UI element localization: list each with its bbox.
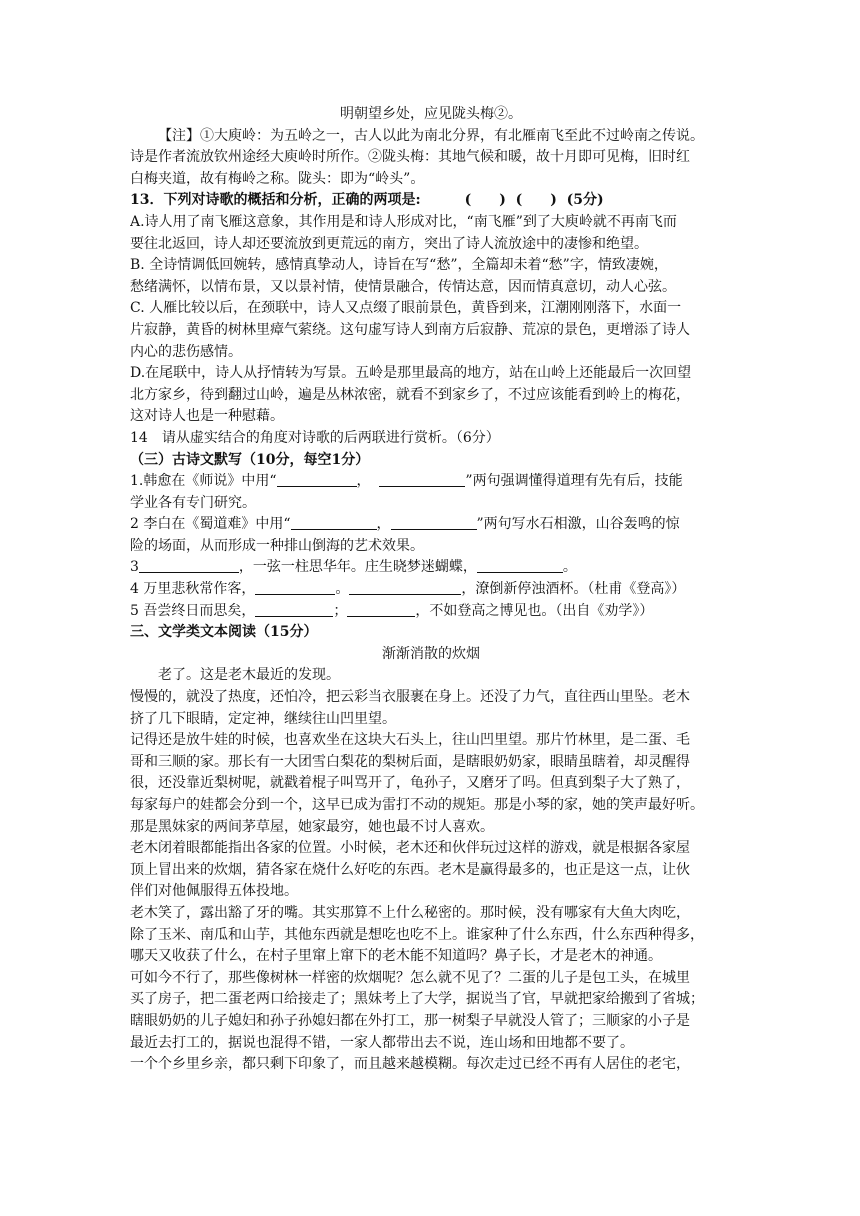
answer-paren-1[interactable]: ( ) [464, 192, 506, 209]
article-line: 哪天又收获了什么，在村子里窜上窜下的老木能不知道吗？鼻子长，才是老木的神通。 [130, 948, 662, 965]
article-title: 渐渐消散的炊烟 [382, 645, 480, 662]
article-line: 慢慢的，就没了热度，还怕冷，把云彩当衣服裹在身上。还没了力气，直往西山里坠。老木 [130, 689, 690, 706]
option-d [130, 363, 732, 428]
q13-score: (5分) [566, 192, 604, 209]
article-body [130, 687, 732, 1076]
article-line: 一个个乡里乡亲，都只剩下印象了，而且越来越模糊。每次走过已经不再有人居住的老宅， [130, 1056, 690, 1073]
answer-blank[interactable] [255, 580, 335, 595]
option-line: D.在尾联中，诗人从抒情转为写景。五岭是那里最高的地方，站在山岭上还能最后一次回望 [130, 365, 692, 382]
answer-blank[interactable] [291, 515, 377, 530]
option-b [130, 255, 732, 298]
option-line: 要往北返回，诗人却还要流放到更荒远的南方，突出了诗人流放途中的凄惨和绝望。 [130, 235, 648, 252]
question-14: 14 请从虚实结合的角度对诗歌的后两联进行赏析。（6分） [130, 429, 500, 446]
recite-q2-line2: 险的场面，从而形成一种排山倒海的艺术效果。 [130, 537, 424, 554]
article-line: 老木笑了，露出豁了牙的嘴。其实那算不上什么秘密的。那时候，没有哪家有大鱼大肉吃， [130, 904, 690, 921]
option-line: 北方家乡，待到翻过山岭，遍是丛林浓密，就看不到家乡了，不过应该能看到岭上的梅花， [130, 386, 690, 403]
answer-blank[interactable] [379, 472, 465, 487]
article-line: 哥和三顺的家。那长有一大团雪白梨花的梨树后面，是瞎眼奶奶家，眼睛虽瞎着，却灵醒得 [130, 753, 690, 770]
answer-blank[interactable] [477, 558, 563, 573]
answer-blank[interactable] [139, 558, 239, 573]
article-line: 最近去打工的，据说也混得不错，一家人都带出去不说，连山场和田地都不要了。 [130, 1034, 634, 1051]
answer-blank[interactable] [277, 472, 357, 487]
article-line: 每家每户的娃都会分到一个，这早已成为雷打不动的规矩。那是小琴的家，她的笑声最好听。 [130, 797, 704, 813]
answer-paren-2[interactable]: ( ) [515, 192, 557, 209]
recite-q1-line2: 学业各有专门研究。 [130, 494, 256, 511]
article-line: 顶上冒出来的炊烟，猜各家在烧什么好吃的东西。老木是赢得最多的，也正是这一点，让伙 [130, 861, 690, 878]
recite-q4: 4 万里悲秋常作客， 。 ，潦倒新停浊酒杯。（杜甫《登高》） [130, 581, 686, 598]
article-line: 除了玉米、南瓜和山芋，其他东西就是想吃也吃不上。谁家种了什么东西，什么东西种得多， [130, 926, 704, 943]
note-line: 白梅夹道，故有梅岭之称。陇头：即为“岭头”。 [130, 170, 425, 187]
article-line: 买了房子，把二蛋老两口给接走了；黑妹考上了大学，据说当了官，早就把家给搬到了省城； [130, 991, 704, 1008]
option-line: 片寂静，黄昏的树林里瘴气萦绕。这句虚写诗人到南方后寂静、荒凉的景色，更增添了诗人 [130, 321, 690, 338]
option-line: 这对诗人也是一种慰藉。 [130, 408, 284, 425]
article-line: 记得还是放牛娃的时候，也喜欢坐在这块大石头上，往山凹里望。那片竹林里，是二蛋、毛 [130, 732, 690, 749]
answer-blank[interactable] [347, 602, 415, 617]
option-line: 内心的悲伤感情。 [130, 343, 242, 360]
question-13-stem [130, 190, 732, 212]
article-line: 瞎眼奶奶的儿子媳妇和孙子孙媳妇都在外打工，那一树梨子早就没人管了；三顺家的小子是 [130, 1012, 690, 1029]
recite-q1-line1: 1.韩愈在《师说》中用“ ， ”两句强调懂得道理有先有后，技能 [130, 473, 683, 490]
poem-notes [130, 126, 732, 191]
recite-q2-line1: 2 李白在《蜀道难》中用“ ， ”两句写水石相激，山谷轰鸣的惊 [130, 516, 680, 533]
document-content [130, 104, 732, 1076]
recite-q5: 5 吾尝终日而思矣， ； ，不如登高之博见也。（出自《劝学》） [130, 602, 654, 619]
article-line: 可如今不行了，那些像树林一样密的炊烟呢？怎么就不见了？二蛋的儿子是包工头，在城里 [130, 969, 690, 986]
answer-blank[interactable] [391, 515, 477, 530]
option-a [130, 212, 732, 255]
option-line: C. 人雁比较以后，在颈联中，诗人又点缀了眼前景色，黄昏到来，江潮刚刚落下，水面一 [130, 300, 682, 317]
option-c [130, 298, 732, 363]
option-line: B. 全诗情调低回婉转，感情真挚动人，诗旨在写“愁”，全篇却未着“愁”字，情致凄婉， [130, 257, 668, 274]
article-first-line: 老了。这是老木最近的发现。 [158, 667, 340, 684]
article-line: 很，还没靠近梨树呢，就戳着棍子叫骂开了，龟孙子，又磨牙了吗。但真到梨子大了熟了， [130, 775, 690, 792]
poem-last-line: 明朝望乡处，应见陇头梅②。 [340, 106, 522, 122]
article-line: 挤了几下眼睛，定定神，继续往山凹里望。 [130, 710, 396, 727]
q13-stem-text: 13．下列对诗歌的概括和分析，正确的两项是: [130, 192, 421, 209]
option-line: A.诗人用了南飞雁这意象，其作用是和诗人形成对比，“南飞雁”到了大庾岭就不再南飞而 [130, 213, 677, 230]
article-line: 老木闭着眼都能指出各家的位置。小时候，老木还和伙伴玩过这样的游戏，就是根据各家屋 [130, 840, 690, 857]
recite-q3: 3 ，一弦一柱思华年。庄生晓梦迷蝴蝶， 。 [130, 559, 577, 576]
article-line: 那是黑妹家的两间茅草屋，她家最穷，她也最不讨人喜欢。 [130, 818, 494, 835]
note-line: 【注】①大庾岭：为五岭之一，古人以此为南北分界，有北雁南飞至此不过岭南之传说。 [158, 127, 704, 144]
part-3-heading: 三、文学类文本阅读（15分） [130, 624, 318, 641]
note-line: 诗是作者流放钦州途经大庾岭时所作。②陇头梅：其地气候和暖，故十月即可见梅，旧时红 [130, 149, 690, 166]
answer-blank[interactable] [349, 580, 461, 595]
answer-blank[interactable] [255, 602, 333, 617]
article-line: 伴们对他佩服得五体投地。 [130, 883, 298, 900]
option-line: 愁绪满怀，以情布景，又以景衬情，使情景融合，传情达意，因而情真意切，动人心弦。 [130, 278, 676, 295]
section-3-heading: （三）古诗文默写（10分，每空1分） [130, 451, 370, 468]
